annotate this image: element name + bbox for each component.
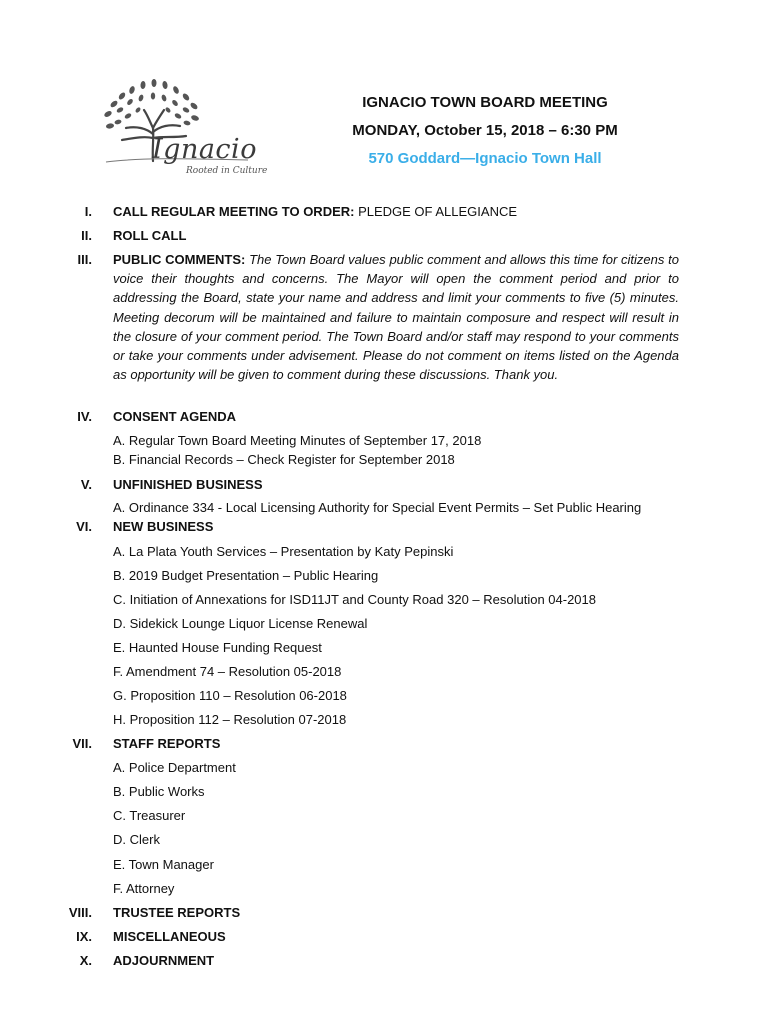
list-item: C. Treasurer <box>113 808 186 823</box>
list-item: B. Financial Records – Check Register for September 2018 <box>113 452 455 467</box>
list-item: C. Initiation of Annexations for ISD11JT and County Road 320 – Resolution 04-2018 <box>113 592 596 607</box>
section-title-rest: PLEDGE OF ALLEGIANCE <box>354 204 518 219</box>
list-item: G. Proposition 110 – Resolution 06-2018 <box>113 688 347 703</box>
public-comments-text: The Town Board values public comment and allows this time for citizens to voice their thoughts and concerns. The Mayor will open the comment period and prior to addressing the Board, state your name and address and limit your comments to five (5) minutes. Meeting decorum will be maintained and failure to maintain composure and respect will result in the closure of your comment period. The Town Board and/or staff may respond to your comments or take your comments under advisement. Please do not comment on items listed on the Agenda as opportunity will be given to comment during these discussions. Thank you. <box>113 252 679 383</box>
section-number: IX. <box>76 929 92 944</box>
section-staff-reports: STAFF REPORTS <box>113 736 221 751</box>
section-consent-agenda: CONSENT AGENDA <box>113 409 237 424</box>
logo-wordmark: Ignacio <box>152 134 257 165</box>
list-item: F. Attorney <box>113 881 175 896</box>
section-trustee-reports: TRUSTEE REPORTS <box>113 905 241 920</box>
ignacio-logo <box>98 76 268 184</box>
meeting-date: MONDAY, October 15, 2018 – 6:30 PM <box>352 122 618 139</box>
list-item: A. Police Department <box>113 760 236 775</box>
list-item: B. 2019 Budget Presentation – Public Hearing <box>113 568 379 583</box>
list-item: D. Sidekick Lounge Liquor License Renewal <box>113 616 368 631</box>
section-title: CALL REGULAR MEETING TO ORDER: <box>113 204 355 219</box>
section-number: IV. <box>77 409 92 424</box>
section-number: III. <box>77 252 92 267</box>
list-item: F. Amendment 74 – Resolution 05-2018 <box>113 664 342 679</box>
section-miscellaneous: MISCELLANEOUS <box>113 929 226 944</box>
list-item: H. Proposition 112 – Resolution 07-2018 <box>113 712 347 727</box>
list-item: A. Regular Town Board Meeting Minutes of September 17, 2018 <box>113 433 482 448</box>
section-number: II. <box>81 228 92 243</box>
section-public-comments <box>113 250 679 384</box>
section-adjournment: ADJOURNMENT <box>113 953 215 968</box>
section-number: X. <box>79 953 92 968</box>
section-title: PUBLIC COMMENTS: <box>113 252 246 267</box>
list-item: E. Haunted House Funding Request <box>113 640 322 655</box>
list-item: D. Clerk <box>113 832 160 847</box>
section-number: VIII. <box>68 905 92 920</box>
list-item: B. Public Works <box>113 784 205 799</box>
meeting-title: IGNACIO TOWN BOARD MEETING <box>362 94 608 111</box>
section-number: I. <box>84 204 92 219</box>
section-new-business: NEW BUSINESS <box>113 519 214 534</box>
meeting-location: 570 Goddard—Ignacio Town Hall <box>368 150 602 167</box>
list-item: A. La Plata Youth Services – Presentation by Katy Pepinski <box>113 544 454 559</box>
section-number: VI. <box>76 519 92 534</box>
section-unfinished-business: UNFINISHED BUSINESS <box>113 477 263 492</box>
section-call-to-order <box>113 204 517 219</box>
section-roll-call: ROLL CALL <box>113 228 187 243</box>
section-number: V. <box>80 477 92 492</box>
logo-tagline: Rooted in Culture <box>186 166 268 176</box>
list-item: A. Ordinance 334 - Local Licensing Authority for Special Event Permits – Set Public Hearing <box>113 500 642 515</box>
list-item: E. Town Manager <box>113 857 214 872</box>
section-number: VII. <box>72 736 92 751</box>
